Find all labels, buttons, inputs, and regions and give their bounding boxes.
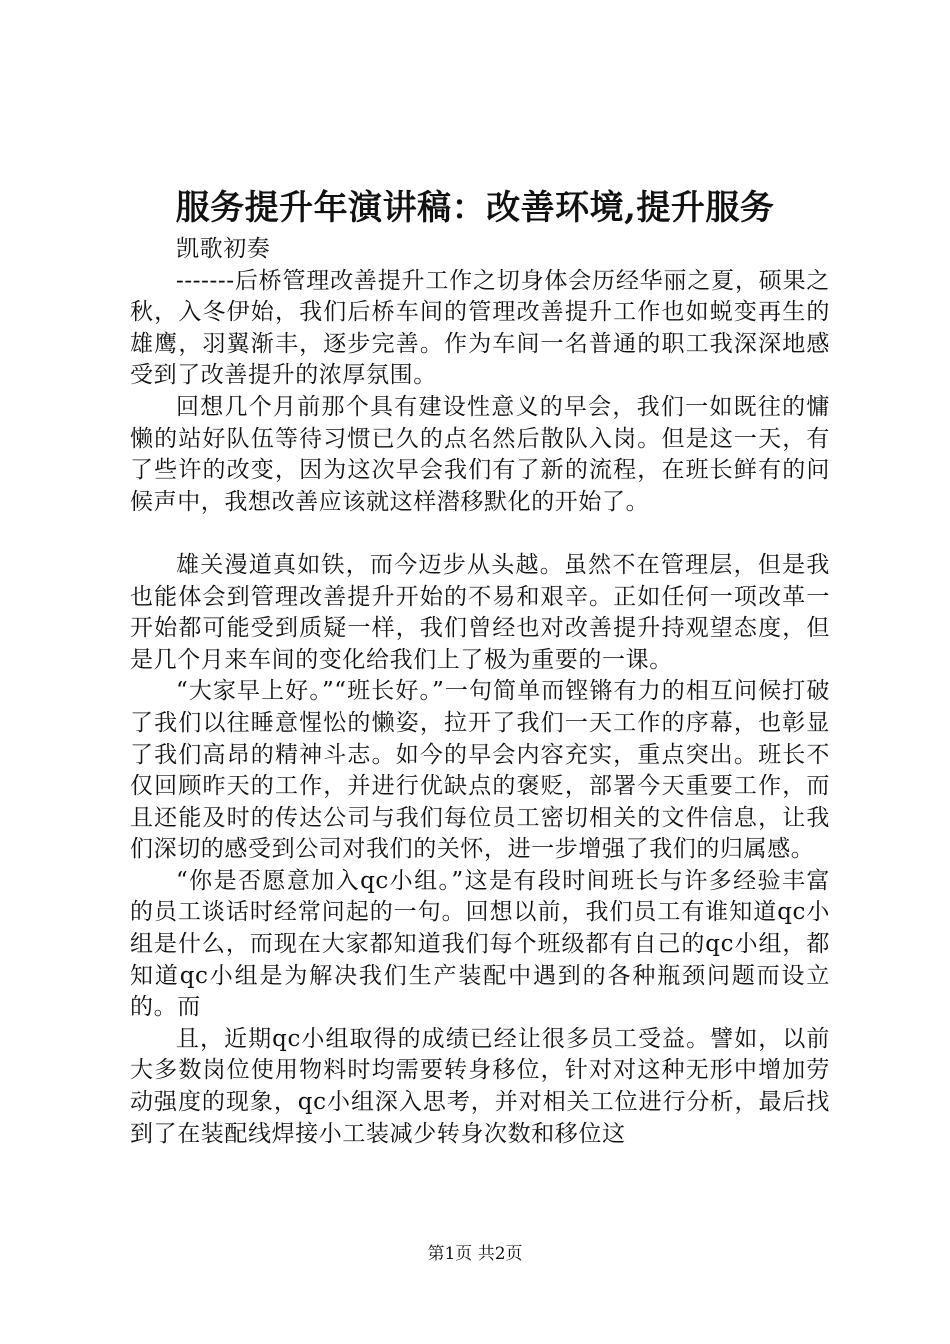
paragraph-subtitle: 凯歌初奏 xyxy=(176,236,271,262)
paragraph-blank xyxy=(130,518,830,550)
page-footer: 第1页 共2页 xyxy=(427,1244,523,1264)
document-title: 服务提升年演讲稿：改善环境,提升服务 xyxy=(175,188,775,228)
document-body xyxy=(130,234,830,1150)
paragraph-qc-results: 且，近期qc小组取得的成绩已经让很多员工受益。譬如，以前大多数岗位使用物料时均需要转身移位，针对对这种无形中增加劳动强度的现象，qc小组深入思考，并对相关工位进行分析，最后找到了在装配线焊接小工装减少转身次数和移位这 xyxy=(130,1025,830,1147)
paragraph-intro: -------后桥管理改善提升工作之切身体会历经华丽之夏，硕果之秋，入冬伊始，我们后桥车间的管理改善提升工作也如蜕变再生的雄鹰，羽翼渐丰，逐步完善。作为车间一名普通的职工我深深地感受到了改善提升的浓厚氛围。 xyxy=(130,267,830,389)
paragraph-qc-group: “你是否愿意加入qc小组。”这是有段时间班长与许多经验丰富的员工谈话时经常问起的一句。回想以前，我们员工有谁知道qc小组是什么，而现在大家都知道我们每个班级都有自己的qc小组，都知道qc小组是为解决我们生产装配中遇到的各种瓶颈问题而设立的。而 xyxy=(130,867,830,1021)
paragraph-recall: 回想几个月前那个具有建设性意义的早会，我们一如既往的慵懒的站好队伍等待习惯已久的点名然后散队入岗。但是这一天，有了些许的改变，因为这次早会我们有了新的流程，在班长鲜有的问候声中，我想改善应该就这样潜移默化的开始了。 xyxy=(130,393,830,515)
paragraph-greeting: “大家早上好。”“班长好。”一句简单而铿锵有力的相互问候打破了我们以往睡意惺忪的懒姿，拉开了我们一天工作的序幕，也彰显了我们高昂的精神斗志。如今的早会内容充实，重点突出。班长不仅回顾昨天的工作，并进行优缺点的褒贬，部署今天重要工作，而且还能及时的传达公司与我们每位员工密切相关的文件信息，让我们深切的感受到公司对我们的关怀，进一步增强了我们的归属感。 xyxy=(130,678,830,863)
paragraph-journey: 雄关漫道真如铁，而今迈步从头越。虽然不在管理层，但是我也能体会到管理改善提升开始的不易和艰辛。正如任何一项改革一开始都可能受到质疑一样，我们曾经也对改善提升持观望态度，但是几个月来车间的变化给我们上了极为重要的一课。 xyxy=(130,551,830,673)
